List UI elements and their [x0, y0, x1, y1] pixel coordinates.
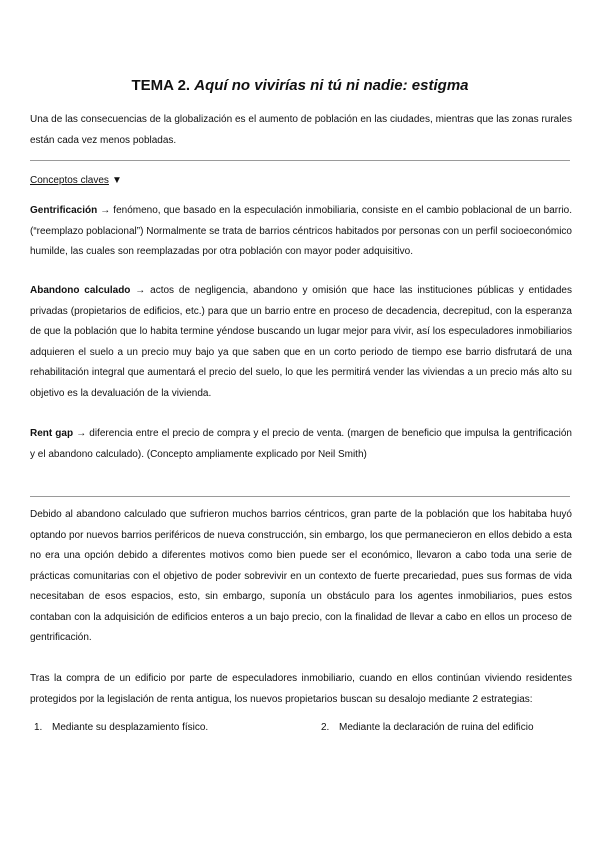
strategy-item: [34, 719, 208, 737]
concept-definition: → fenómeno, que basado en la especulación inmobiliaria, consiste en el cambio poblacional de un barrio. (“reemplazo poblacional”) Normalmente se trata de barrios céntricos habitados por personas con un perfil socioeconómico humilde, las cuales son reemplazadas por otra población con mayor poder adquisitivo.: [30, 205, 572, 257]
intro-paragraph: Una de las consecuencias de la globalización es el aumento de población en las ciudades, mientras que las zonas rurales están cada vez menos pobladas.: [30, 114, 572, 146]
strategy-text: Mediante su desplazamiento físico.: [52, 722, 209, 733]
strategy-number: 1.: [34, 722, 43, 733]
concepts-heading-label: Conceptos claves: [30, 175, 109, 186]
concept-rent-gap: [30, 424, 572, 465]
divider: [30, 160, 570, 161]
concept-gentrificacion: [30, 201, 572, 263]
strategy-text: Mediante la declaración de ruina del edificio: [339, 722, 534, 733]
concept-term: Abandono calculado: [30, 285, 131, 296]
concept-term: Rent gap: [30, 428, 74, 439]
triangle-down-icon[interactable]: ▼: [111, 175, 122, 186]
title-prefix: TEMA 2.: [131, 77, 191, 94]
concept-definition: → diferencia entre el precio de compra y el precio de venta. (margen de beneficio que impulsa la gentrificación y el abandono calculado). (Concepto ampliamente explicado por Neil Smith): [30, 428, 572, 460]
title-italic: Aquí no vivirías ni tú ni nadie: estigma: [194, 77, 469, 94]
page-title: [0, 77, 600, 94]
body-paragraph-2: Tras la compra de un edificio por parte de especuladores inmobiliario, cuando en ellos continúan viviendo residentes protegidos por la legislación de renta antigua, los nuevos propietarios buscan su desalojo mediante 2 estrategias:: [30, 673, 572, 705]
concepts-heading[interactable]: [30, 172, 122, 190]
strategy-number: 2.: [321, 722, 330, 733]
body-paragraph-1: Debido al abandono calculado que sufrieron muchos barrios céntricos, gran parte de la población que los habitaba huyó optando por nuevos barrios periféricos de nueva construcción, sin embargo, los que permanecieron en ellos debido a esta no era una opción debido a diferentes motivos como bien puede ser el económico, llevaron a cabo toda una serie de prácticas comunitarias con el objetivo de poder sobrevivir en un contexto de fuerte precariedad, pues sus formas de vida necesitaban de esos espacios, esto, sin embargo, suponía un obstáculo para los agentes inmobiliarios, pues estos contaban con la adquisición de edificios enteros a un bajo precio, con la finalidad de llevar a cabo en ellos un proceso de gentrificación.: [30, 509, 572, 643]
concept-definition: → actos de negligencia, abandono y omisión que hace las instituciones públicas y entidades privadas (propietarios de edificios, etc.) para que un barrio entre en proceso de decadencia, decrepitud, con la esperanza de que la población que lo habita termine yéndose buscando un lugar mejor para vivir, así los especuladores inmobiliarios adquieren el suelo a un precio muy bajo ya que saben que en un corto periodo de tiempo ese barrio disfrutará de una rehabilitación integral que aumentará el precio del suelo, lo que les permitirá vender las viviendas a un precio más alto su objetivo es la devaluación de la vivienda.: [30, 285, 572, 399]
concept-term: Gentrificación: [30, 205, 98, 216]
strategy-item: [321, 719, 534, 737]
divider: [30, 496, 570, 497]
concept-abandono-calculado: [30, 281, 572, 404]
